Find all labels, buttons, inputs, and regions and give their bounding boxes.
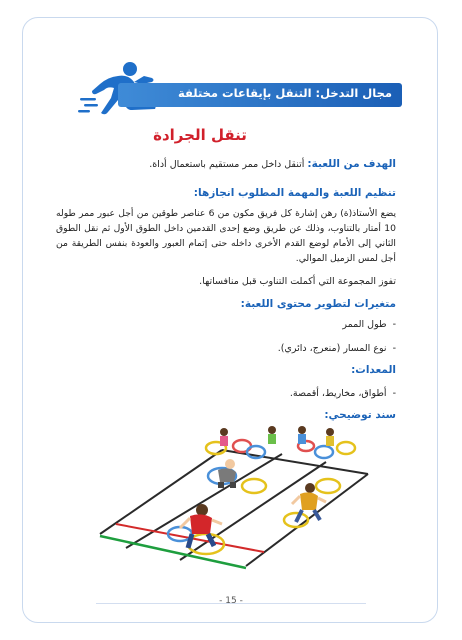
objective-text: أتنقل داخل ممر مستقيم باستعمال أداة. xyxy=(149,159,308,170)
game-title: تنقل الجرادة xyxy=(153,126,247,144)
page-number: - 15 - xyxy=(219,596,243,606)
equipment-item: -أطواق، مخاريط، أقمصة. xyxy=(289,388,396,399)
domain-banner xyxy=(118,83,402,107)
objective-line xyxy=(56,157,396,172)
illustration-image xyxy=(96,424,376,572)
organization-paragraph: يضع الأستاذ(ة) رهن إشارة كل فريق مكون من 6 عناصر طوقين من أجل عبور ممر طوله 10 أمتار بالتناوب، وذلك عن طريق وضع إحدى القدمين داخل الطوق الأول ثم نقل الطوق الثاني إلى الأمام لوضع القدم الأخرى داخله حتى إتمام العبور والعودة بنفس الطريقة من أجل لمس الزميل الموالي. xyxy=(56,208,397,264)
illustration-heading: سند توضيحي: xyxy=(324,409,396,421)
banner-text: مجال التدخل: التنقل بإيقاعات مختلفة xyxy=(178,86,392,100)
organization-heading: تنظيم اللعبة والمهمة المطلوب انجازها: xyxy=(193,187,396,199)
objective-label: الهدف من اللعبة: xyxy=(307,158,396,170)
variable-item: -طول الممر xyxy=(342,319,396,330)
winning-note: تفوز المجموعة التي أكملت التناوب قبل منافساتها. xyxy=(199,276,396,287)
variables-heading: متغيرات لتطوير محتوى اللعبة: xyxy=(240,298,396,310)
equipment-heading: المعدات: xyxy=(351,364,396,376)
variable-item: -نوع المسار (منعرج، دائري). xyxy=(277,343,396,354)
